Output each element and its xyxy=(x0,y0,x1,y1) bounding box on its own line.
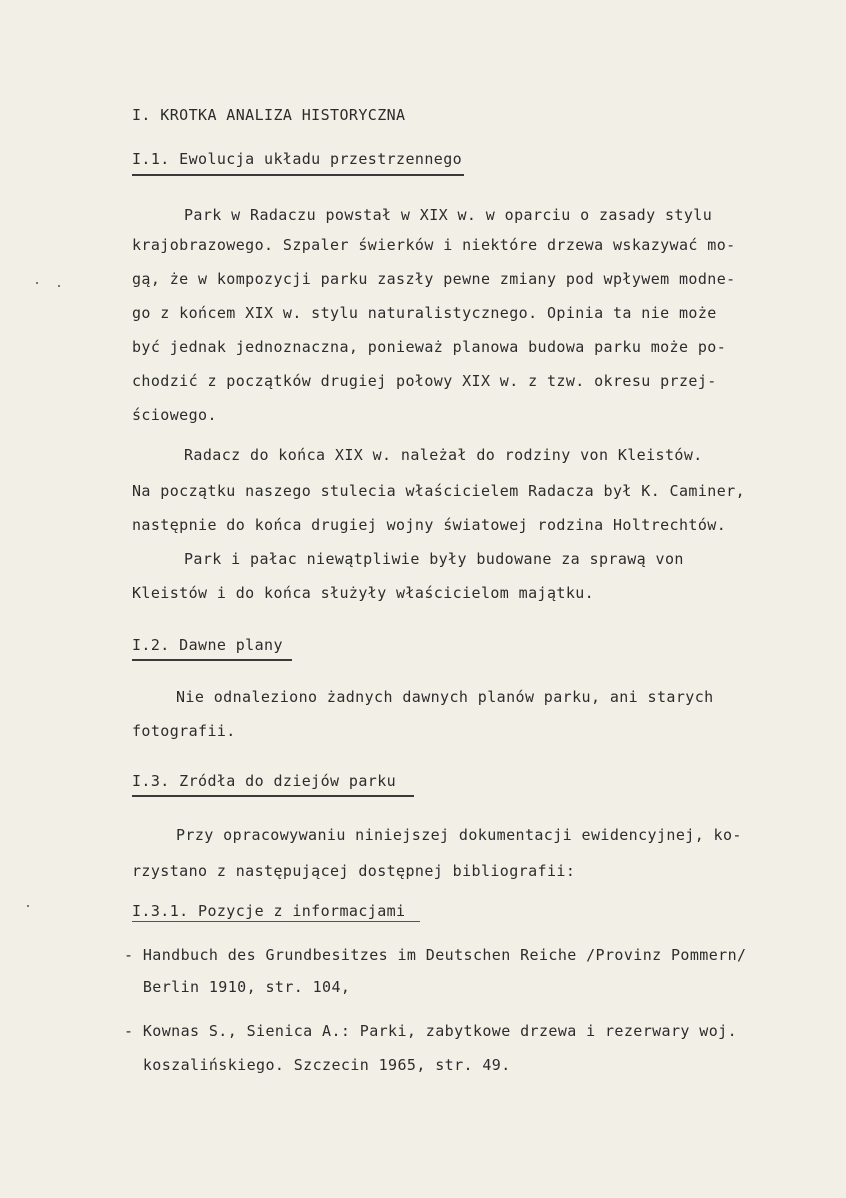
text-line: następnie do końca drugiej wojny światowej rodzina Holtrechtów. xyxy=(132,516,727,534)
subsection-3-1-underline xyxy=(132,921,420,922)
text-line: fotografii. xyxy=(132,722,236,740)
section-2-title: I.2. Dawne plany xyxy=(132,636,283,654)
text-line: koszalińskiego. Szczecin 1965, str. 49. xyxy=(124,1056,511,1074)
text-line: Przy opracowywaniu niniejszej dokumentacji ewidencyjnej, ko- xyxy=(176,826,742,844)
section-2-underline xyxy=(132,659,292,661)
text-line: Berlin 1910, str. 104, xyxy=(124,978,351,996)
text-line: ściowego. xyxy=(132,406,217,424)
section-3-underline xyxy=(132,795,414,797)
paper-speck xyxy=(36,282,38,284)
paper-speck xyxy=(58,285,60,287)
text-line: gą, że w kompozycji parku zaszły pewne zmiany pod wpływem modne- xyxy=(132,270,736,288)
paper-speck xyxy=(27,905,29,907)
text-line: Park i pałac niewątpliwie były budowane za sprawą von xyxy=(184,550,684,568)
section-3-title: I.3. Zródła do dziejów parku xyxy=(132,772,397,790)
text-line: Na początku naszego stulecia właścicielem Radacza był K. Caminer, xyxy=(132,482,745,500)
text-line: Nie odnaleziono żadnych dawnych planów parku, ani starych xyxy=(176,688,714,706)
text-line: Park w Radaczu powstał w XIX w. w oparciu o zasady stylu xyxy=(184,206,713,224)
text-line: chodzić z początków drugiej połowy XIX w. z tzw. okresu przej- xyxy=(132,372,717,390)
text-line: być jednak jednoznaczna, ponieważ planowa budowa parku może po- xyxy=(132,338,727,356)
document-heading: I. KROTKA ANALIZA HISTORYCZNA xyxy=(132,106,406,124)
section-1-title: I.1. Ewolucja układu przestrzennego xyxy=(132,150,463,168)
text-line: Radacz do końca XIX w. należał do rodziny von Kleistów. xyxy=(184,446,703,464)
text-line: rzystano z następującej dostępnej bibliografii: xyxy=(132,862,576,880)
text-line: - Kownas S., Sienica A.: Parki, zabytkowe drzewa i rezerwary woj. xyxy=(124,1022,737,1040)
text-line: - Handbuch des Grundbesitzes im Deutschen Reiche /Provinz Pommern/ xyxy=(124,946,747,964)
subsection-3-1-title: I.3.1. Pozycje z informacjami xyxy=(132,902,406,920)
text-line: krajobrazowego. Szpaler świerków i niektóre drzewa wskazywać mo- xyxy=(132,236,736,254)
text-line: go z końcem XIX w. stylu naturalistycznego. Opinia ta nie może xyxy=(132,304,717,322)
section-1-underline xyxy=(132,174,464,176)
text-line: Kleistów i do końca służyły właścicielom majątku. xyxy=(132,584,595,602)
